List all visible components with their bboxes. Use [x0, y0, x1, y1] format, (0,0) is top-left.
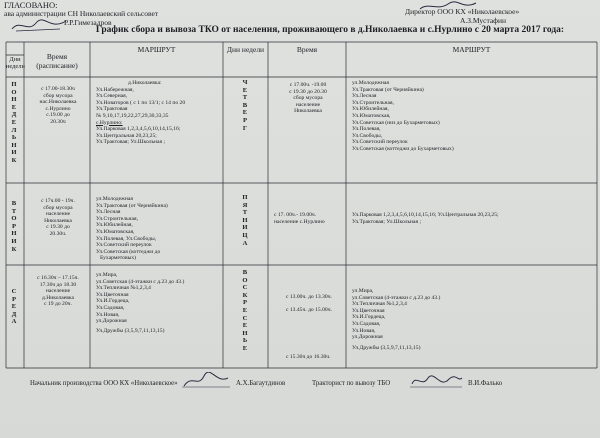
day-letter: С	[11, 288, 17, 295]
day-letter: Е	[242, 344, 248, 352]
day-wednesday	[9, 288, 19, 326]
day-letter: Д	[11, 111, 17, 119]
day-letter: О	[11, 88, 17, 96]
day-letter: Р	[11, 295, 17, 303]
day-monday	[9, 81, 19, 165]
col-header-time-right: Время	[296, 45, 318, 54]
thursday-time: с 17.00ч. -19.00 с 19.30 до 20.30 сбор мусора население Николаевка	[289, 82, 327, 115]
day-letter: В	[242, 101, 248, 109]
day-letter: Т	[242, 209, 248, 217]
wednesday-route: ул.Мира, ул.Советская (4-этажки с д.23 до 43.) Ул.Тепличная №1,2,3,4 Ул.Цветочная Ул.И.Гордеца, Ул.Садовая, Ул.Новая, ул.Дорожная Ул.Дружбы (3,5,9,7,11,13,15)	[96, 272, 185, 334]
col-header-time-left: Время (расписание)	[36, 52, 78, 70]
friday-route: Ул.Парковая 1,2,3,4,5,6,10,14,15,16; Ул.Центральная 20,23,25; Ул.Трактовая; Ул.Школьная ;	[352, 212, 499, 225]
day-letter: Е	[242, 306, 248, 314]
day-letter: П	[11, 81, 17, 88]
col-header-day-right: Дни недели	[226, 45, 265, 54]
col-header-route-right: МАРШРУТ	[452, 45, 491, 54]
day-letter: О	[11, 215, 17, 223]
friday-time: с 17. 00ч.- 19.00ч. население с.Нурлино	[274, 212, 325, 225]
right-signature-icon	[408, 372, 464, 390]
day-letter: К	[11, 245, 17, 253]
day-letter: Р	[242, 299, 248, 307]
approval-admin: ава администрации СН Николаевский сельсовет	[4, 9, 159, 18]
day-letter: И	[11, 149, 17, 157]
day-letter: Ч	[242, 79, 248, 86]
day-letter: И	[242, 224, 248, 232]
page-title: График сбора и вывоза ТКО от населения, проживающего в д.Николаевка и с.Нурлино с 20 марта 2017 года:	[95, 25, 565, 35]
day-letter: Ц	[242, 231, 248, 239]
day-letter: Л	[11, 126, 17, 134]
footer-right-name: В.И.Фалько	[468, 380, 503, 387]
day-letter: С	[242, 284, 248, 292]
sunday-time-1: с 13.00ч. до 13.30ч.	[286, 294, 332, 300]
day-letter: Н	[11, 96, 17, 104]
day-letter: Н	[242, 329, 248, 337]
day-letter: Д	[11, 310, 17, 318]
col-header-day-left: Дни недели	[6, 56, 25, 70]
day-letter	[9, 81, 19, 165]
thursday-route: ул.Молодежная Ул.Трактовая (от Черняйкина) Ул.Лесная Ул.Строительная, Ул.Юбилейная, Ул.Юматовская, Ул.Советская (низ до Бухарметовых) Ул.Полевая, Ул.Свободы, Ул.Советский переулок Ул.Советская (коттеджи до Бухарметовых)	[352, 80, 454, 152]
tuesday-time: с 17ч.00 - 19ч. сбор мусора население Николаевка с 19.30 до 20.30ч.	[41, 198, 75, 237]
day-letter: В	[11, 200, 17, 207]
left-signature-icon	[180, 372, 232, 390]
day-letter: В	[242, 269, 248, 276]
approval-label: ГЛАСОВАНО:	[4, 0, 58, 10]
day-letter: А	[11, 318, 17, 326]
day-tuesday	[9, 200, 19, 253]
day-letter: Е	[242, 109, 248, 117]
day-letter: С	[242, 314, 248, 322]
sunday-time-3: с 15.30ч до 16.30ч.	[286, 354, 331, 360]
day-letter: Н	[11, 141, 17, 149]
day-letter: И	[11, 237, 17, 245]
tuesday-route: ул.Молодежная Ул.Трактовая (от Черняйкина) Ул.Лесная Ул.Строительная, Ул.Юбилейная, Ул.Юматовская, Ул.Полевая, Ул.Свободы, Ул.Советский переулок Ул.Советская (коттеджи до Бухарметовых)	[96, 196, 168, 262]
monday-route: д.Николаевка: Ул.Набережная, Ул.Северная, Ул.Новаторов ( с 1 по 13/1; с 14 по 20 Ул.Трактовая № 9,10,17,19,22,27,29,30,33,35 с.Нурлино: Ул.Парковая 1,2,3,4,5,6,10,14,15,16; Ул.Центральная 20,23,25; Ул.Трактовая; Ул.Школьная ;	[96, 80, 186, 146]
sunday-route: ул.Мира, ул.Советская (4-этажки с д.23 до 43.) Ул.Тепличная №1,2,3,4 Ул.Цветочная Ул.И.Гордеца, Ул.Садовая, Ул.Новая, ул.Дорожная Ул.Дружбы (3,5,9,7,11,13,15)	[352, 288, 441, 351]
day-letter: К	[11, 156, 17, 164]
sunday-time-2: с 13.45ч. до 15.00ч.	[286, 307, 332, 313]
director-name: А.З.Мустафин	[460, 16, 507, 25]
day-letter: А	[242, 239, 248, 247]
day-letter: Ь	[11, 134, 17, 142]
day-letter: Е	[242, 322, 248, 330]
wednesday-time: с 16.30ч – 17.15ч. 17.30ч до 18.30 население д.Николаевка с 19 до 20ч.	[37, 275, 79, 308]
col-header-route-left: МАРШРУТ	[137, 45, 176, 54]
day-sunday	[240, 269, 250, 353]
day-letter: Р	[11, 222, 17, 230]
footer-left-name: А.Х.Багаутдинов	[236, 380, 286, 387]
day-letter: Е	[11, 118, 17, 126]
day-letter: Г	[242, 124, 248, 132]
day-letter: Е	[242, 86, 248, 94]
day-letter: Ь	[242, 337, 248, 345]
day-thursday	[240, 79, 250, 132]
monday-time: с 17.00-18.30ч сбор мусора нас.Николаевка с.Нурлино с.19.00 до 20.30ч	[39, 86, 77, 125]
day-friday	[240, 194, 250, 247]
footer-left-title: Начальник производства ООО КХ «Николаевское»	[30, 380, 178, 387]
director-title: Директор ООО КХ «Николаевское»	[405, 7, 520, 16]
day-letter: П	[242, 194, 248, 201]
day-letter: К	[242, 291, 248, 299]
day-letter: Е	[11, 303, 17, 311]
day-letter: Т	[11, 207, 17, 215]
day-letter: Я	[242, 201, 248, 209]
approval-admin-name: Р.Р.Гимезадров	[64, 18, 112, 27]
day-letter: Т	[242, 94, 248, 102]
day-letter: О	[242, 276, 248, 284]
day-letter: Н	[242, 216, 248, 224]
day-letter: Н	[11, 230, 17, 238]
day-letter: Е	[11, 103, 17, 111]
day-letter: Р	[242, 116, 248, 124]
footer-right-title: Тракторист по вывозу ТБО	[312, 380, 391, 387]
